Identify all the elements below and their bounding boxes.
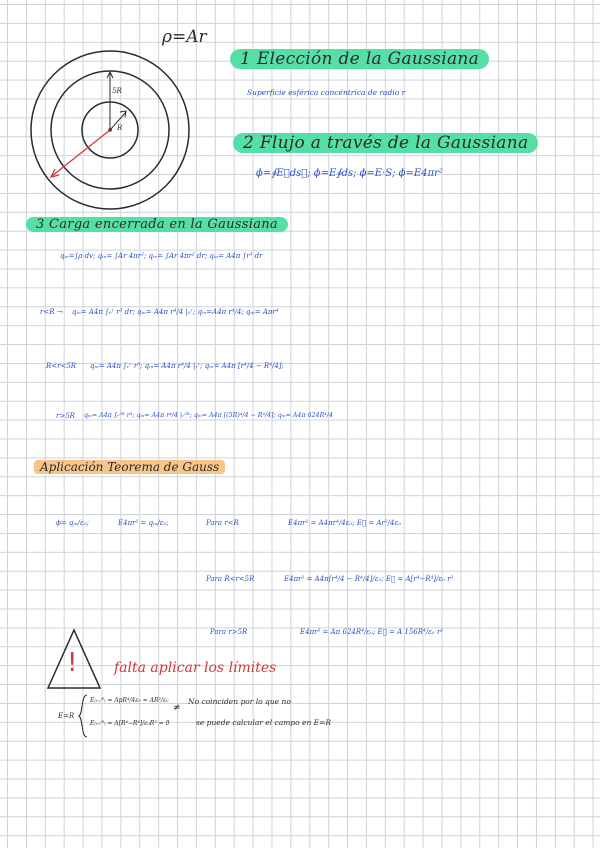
section3-title: 3 Carga encerrada en la Gaussiana [26, 217, 288, 232]
boundary-eq1: E₍ᵣ₌ᴿ₎ = ApR⁴/4ε₀ = AR²/ε₀ [90, 697, 169, 704]
section3-line1: qᵢₙ=∫ρ dv; qᵢₙ= ∫Ar 4πr²; qᵢₙ= ∫Ar 4πr² dr; qᵢₙ= A4π ∫r³ dr [60, 252, 263, 260]
warning-exclamation: ! [67, 648, 78, 678]
boundary-label: E=R [58, 712, 75, 720]
section3-line3-condition: R<r<5R [46, 362, 77, 370]
section2-formula: ϕ=∮E⃗ds⃗; ϕ=E∮ds; ϕ=E·S; ϕ=E4πr² [256, 168, 443, 179]
case1-label: Para r<R [206, 519, 239, 527]
section3-line4-condition: r>5R [56, 412, 75, 420]
boundary-brace [78, 694, 88, 738]
section1-title: 1 Elección de la Gaussiana [230, 49, 489, 69]
boundary-comment-1: No coinciden por lo que no [188, 697, 291, 706]
case2-equation: E4πr² = A4π[r⁴/4 − R⁴/4]/ε₀; E⃗ = A[r⁴−R⁴]/ε₀ r² [284, 575, 454, 583]
case1-equation: E4πr² = A4πr⁴/4ε₀; E⃗ = Ar²/4ε₀ [288, 519, 402, 527]
case3-equation: E4πr² = Aπ 624R⁴/ε₀; E⃗ = A 156R⁴/ε₀ r² [300, 628, 444, 636]
rho-definition: ρ=Ar [162, 27, 207, 47]
case2-label: Para R<r<5R [206, 575, 255, 583]
section3-line4: qᵢₙ= A4π ∫ᵣ⁵ᴿ r³; qᵢₙ= A4π r⁴/4 |ᵣ⁵ᴿ; qᵢₙ= A4π [(5R)⁴/4 − R⁴/4]; qᵢₙ= A4π 624R⁴/4 [84, 412, 333, 419]
warning-note: falta aplicar los límites [114, 660, 277, 676]
gauss-law-2: E4πr² = qᵢₙ/ε₀; [118, 519, 169, 527]
section3-line2-condition: r<R → [40, 308, 63, 316]
label-5r: 5R [112, 87, 122, 95]
concentric-spheres-diagram [28, 48, 193, 213]
gauss-law: ϕ= qᵢₙ/ε₀; [56, 519, 89, 527]
section2-title: 2 Flujo a través de la Gaussiana [233, 133, 538, 153]
section3-line3: qᵢₙ= A4π ∫ᵣʳ r³; qᵢₙ= A4π r⁴/4 |ᵣʳ; qᵢₙ= A4π [r⁴/4 − R⁴/4]; [90, 362, 284, 370]
case3-label: Para r>5R [210, 628, 248, 636]
boundary-comment-2: se puede calcular el campo en E=R [196, 718, 332, 727]
section1-text: Superficie esférica concéntrica de radio r [247, 88, 406, 97]
section4-title: Aplicación Teorema de Gauss [34, 460, 225, 474]
boundary-eq2: E₍ᵣ₌ᴿ₎ = A[R⁴−R⁴]/ε₀R² = 0 [90, 720, 170, 727]
gaussian-radius-arrow [52, 130, 110, 176]
boundary-not-equal: ≠ [173, 703, 181, 713]
section3-line2: qᵢₙ= A4π ∫₀ʳ r³ dr; qᵢₙ= A4π r⁴/4 |₀ʳ; qᵢₙ=A4π r⁴/4; qᵢₙ= Aπr⁴ [72, 308, 279, 316]
label-r: R [117, 124, 123, 132]
